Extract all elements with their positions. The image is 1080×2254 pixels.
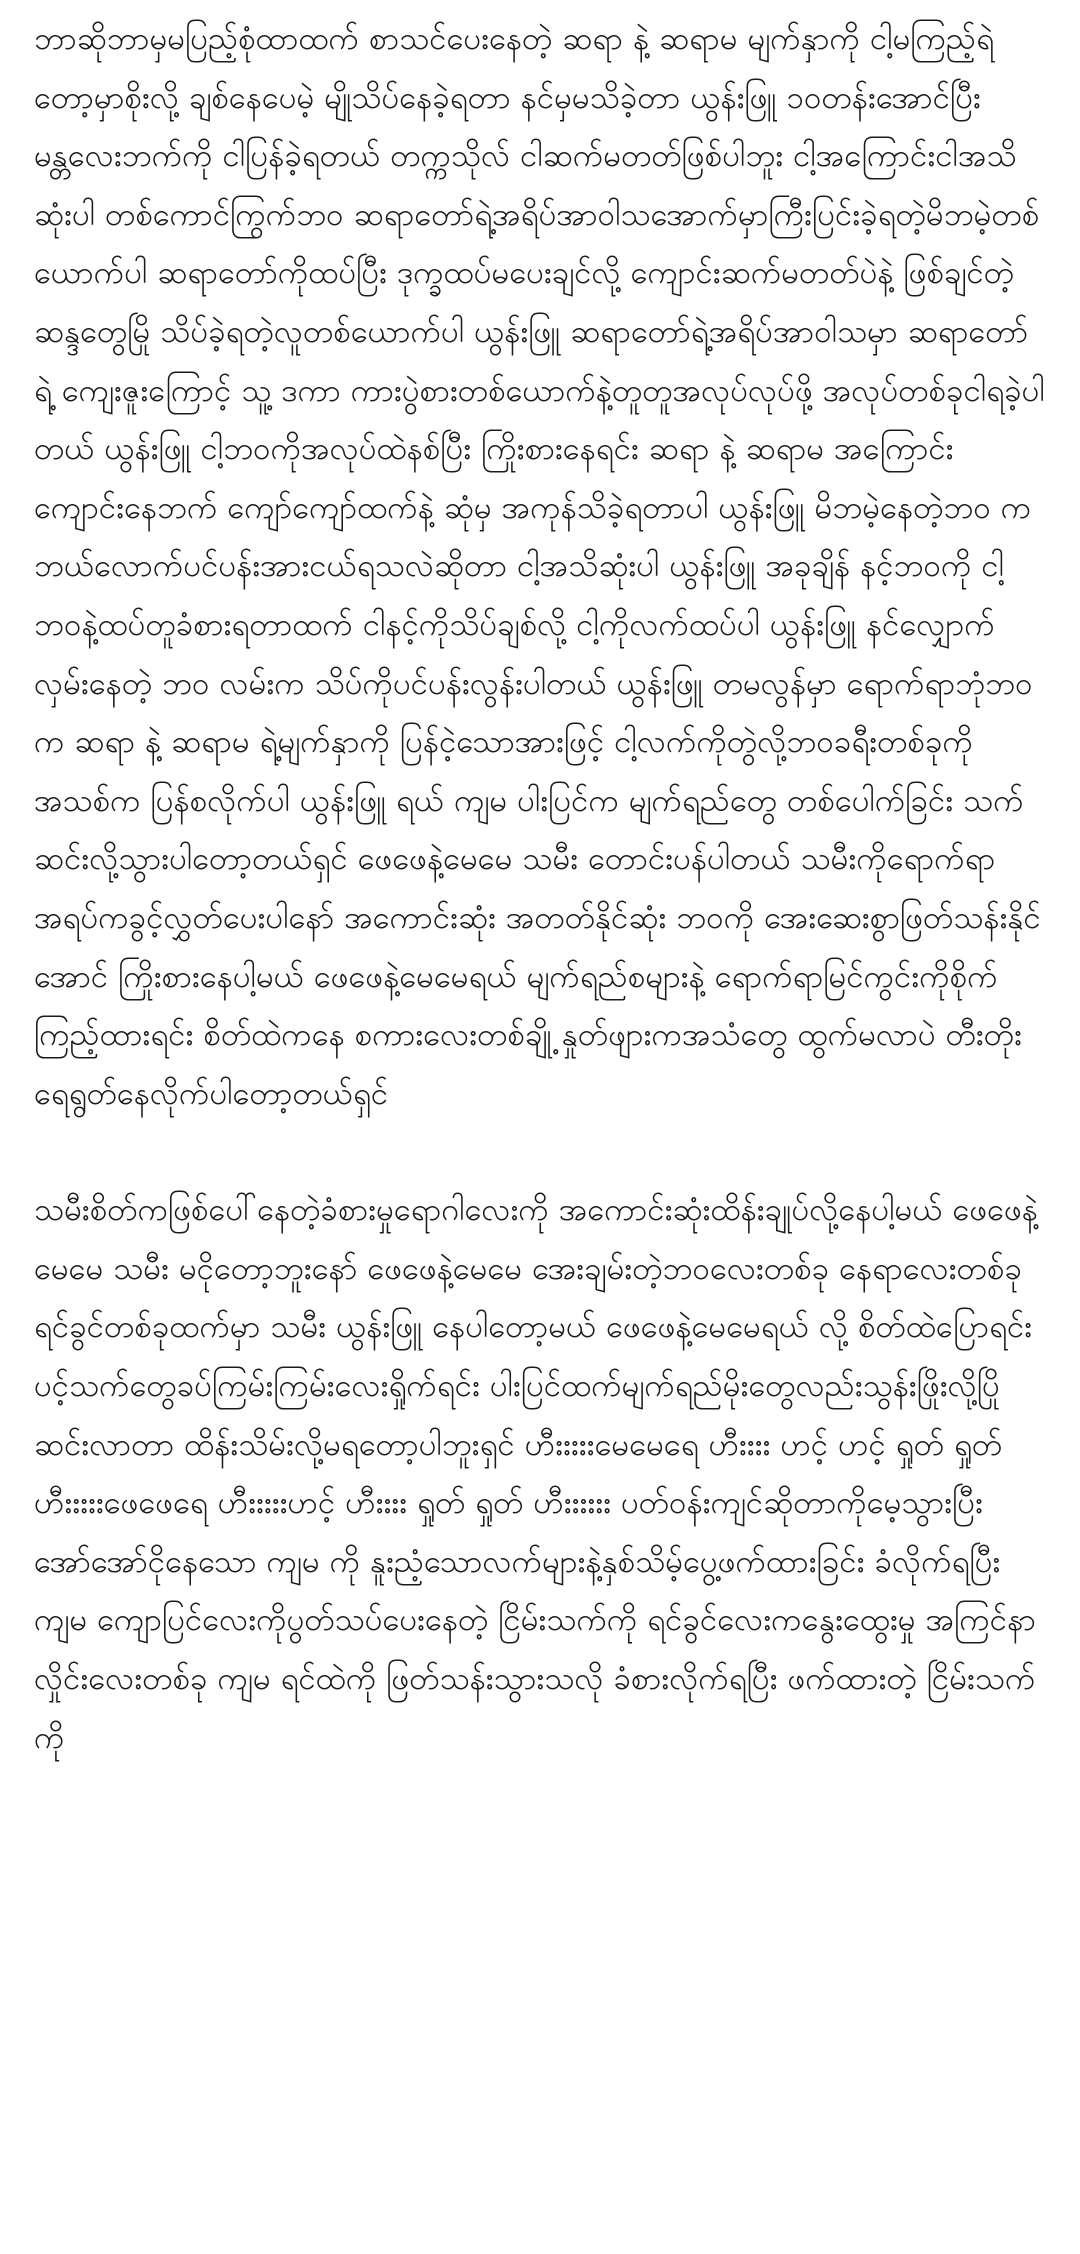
article-body xyxy=(34,10,1046,2254)
paragraph: သမီးစိတ်ကဖြစ်ပေါ်နေတဲ့ခံစားမှုရောဂါလေးကို အကောင်းဆုံးထိန်းချုပ်လို့နေပါ့မယ် ဖေဖေနဲ့မေမေ သမီး မငိုတော့ဘူးနော် ဖေဖေနဲ့မေမေ အေးချမ်းတဲ့ဘဝလေးတစ်ခု နေရာလေးတစ်ခု ရင်ခွင်တစ်ခုထက်မှာ သမီး ယွန်းဖြူ နေပါတော့မယ် ဖေဖေနဲ့မေမေရယ် လို့ စိတ်ထဲပြောရင်း ပင့်သက်တွေခပ်ကြမ်းကြမ်းလေးရှိုက်ရင်း ပါးပြင်ထက်မျက်ရည်မိုးတွေလည်းသွန်းဖြိုးလို့ပြိုဆင်းလာတာ ထိန်းသိမ်းလို့မရတော့ပါဘူးရှင် ဟီးးးးးမေမေရေ ဟီးးးး ဟင့် ဟင့် ရှုတ် ရှုတ် ဟီးးးးးဖေဖေရေ ဟီးးးးးဟင့် ဟီးးးး ရှုတ် ရှုတ် ဟီးးးးးး ပတ်ဝန်းကျင်ဆိုတာကိုမေ့သွားပြီး အော်အော်ငိုနေသော ကျမ ကို နူးညံ့သောလက်များနဲ့နှစ်သိမ့်ပွေ့ဖက်ထားခြင်း ခံလိုက်ရပြီး ကျမ ကျောပြင်လေးကိုပွတ်သပ်ပေးနေတဲ့ ငြိမ်းသက်ကို ရင်ခွင်လေးကနွေးထွေးမှု အကြင်နာလှိုင်းလေးတစ်ခု ကျမ ရင်ထဲကို ဖြတ်သန်းသွားသလို ခံစားလိုက်ရပြီး ဖက်ထားတဲ့ ငြိမ်းသက်ကို xyxy=(34,1192,1038,1756)
paragraph: ဘာဆိုဘာမှမပြည့်စုံထာထက် စာသင်ပေးနေတဲ့ ဆရာ နဲ့ ဆရာမ မျက်နှာကို ငါ့မကြည့်ရဲတော့မှာစိုးလို့ ချစ်နေပေမဲ့ မျိုသိပ်နေခဲ့ရတာ နင်မှမသိခဲ့တာ ယွန်းဖြူ ၁၀တန်းအောင်ပြီး မန္တလေးဘက်ကို ငါပြန်ခဲ့ရတယ် တက္ကသိုလ် ငါဆက်မတတ်ဖြစ်ပါဘူး ငါ့အကြောင်းငါအသိဆုံးပါ တစ်ကောင်ကြွက်ဘဝ ဆရာတော်ရဲ့အရိပ်အာဝါသအောက်မှာကြီးပြင်းခဲ့ရတဲ့မိဘမဲ့တစ်ယောက်ပါ ဆရာတော်ကိုထပ်ပြီး ဒုက္ခထပ်မပေးချင်လို့ ကျောင်းဆက်မတတ်ပဲနဲ့ ဖြစ်ချင်တဲ့ဆန္ဒတွေမြို သိပ်ခဲ့ရတဲ့လူတစ်ယောက်ပါ ယွန်းဖြူ ဆရာတော်ရဲ့အရိပ်အာဝါသမှာ ဆရာတော်ရဲ့ ကျေးဇူးကြောင့် သူ့ ဒကာ ကားပွဲစားတစ်ယောက်နဲ့တူတူအလုပ်လုပ်ဖို့ အလုပ်တစ်ခုငါရခဲ့ပါတယ် ယွန်းဖြူ ငါ့ဘဝကိုအလုပ်ထဲနစ်ပြီး ကြိုးစားနေရင်း ဆရာ နဲ့ ဆရာမ အကြောင်း ကျောင်းနေဘက် ကျော်ကျော်ထက်နဲ့ ဆုံမှ အကုန်သိခဲ့ရတာပါ ယွန်းဖြူ မိဘမဲ့နေတဲ့ဘဝ က ဘယ်လောက်ပင်ပန်းအားငယ်ရသလဲဆိုတာ ငါ့အသိဆုံးပါ ယွန်းဖြူ အခုချိန် နင့်ဘဝကို ငါ့ဘဝနဲ့ထပ်တူခံစားရတာထက် ငါနင့်ကိုသိပ်ချစ်လို့ ငါ့ကိုလက်ထပ်ပါ ယွန်းဖြူ နင်လျှောက်လှမ်းနေတဲ့ ဘဝ လမ်းက သိပ်ကိုပင်ပန်းလွန်းပါတယ် ယွန်းဖြူ တမလွန်မှာ ရောက်ရာဘုံဘဝက ဆရာ နဲ့ ဆရာမ ရဲ့မျက်နှာကို ပြန်ငဲ့သောအားဖြင့် ငါ့လက်ကိုတွဲလို့ဘဝခရီးတစ်ခုကိုအသစ်က ပြန်စလိုက်ပါ ယွန်းဖြူ ရယ် ကျမ ပါးပြင်က မျက်ရည်တွေ တစ်ပေါက်ခြင်း သက်ဆင်းလို့သွားပါတော့တယ်ရှင် ဖေဖေနဲ့မေမေ သမီး တောင်းပန်ပါတယ် သမီးကိုရောက်ရာအရပ်ကခွင့်လွှတ်ပေးပါနော် အကောင်းဆုံး အတတ်နိုင်ဆုံး ဘဝကို အေးဆေးစွာဖြတ်သန်းနိုင်အောင် ကြိုးစားနေပါ့မယ် ဖေဖေနဲ့မေမေရယ် မျက်ရည်စများနဲ့ ရောက်ရာမြင်ကွင်းကိုစိုက်ကြည့်ထားရင်း စိတ်ထဲကနေ စကားလေးတစ်ချို့ နှုတ်ဖျားကအသံတွေ ထွက်မလာပဲ တီးတိုးရေရွတ်နေလိုက်ပါတော့တယ်ရှင် xyxy=(34,21,1045,1112)
